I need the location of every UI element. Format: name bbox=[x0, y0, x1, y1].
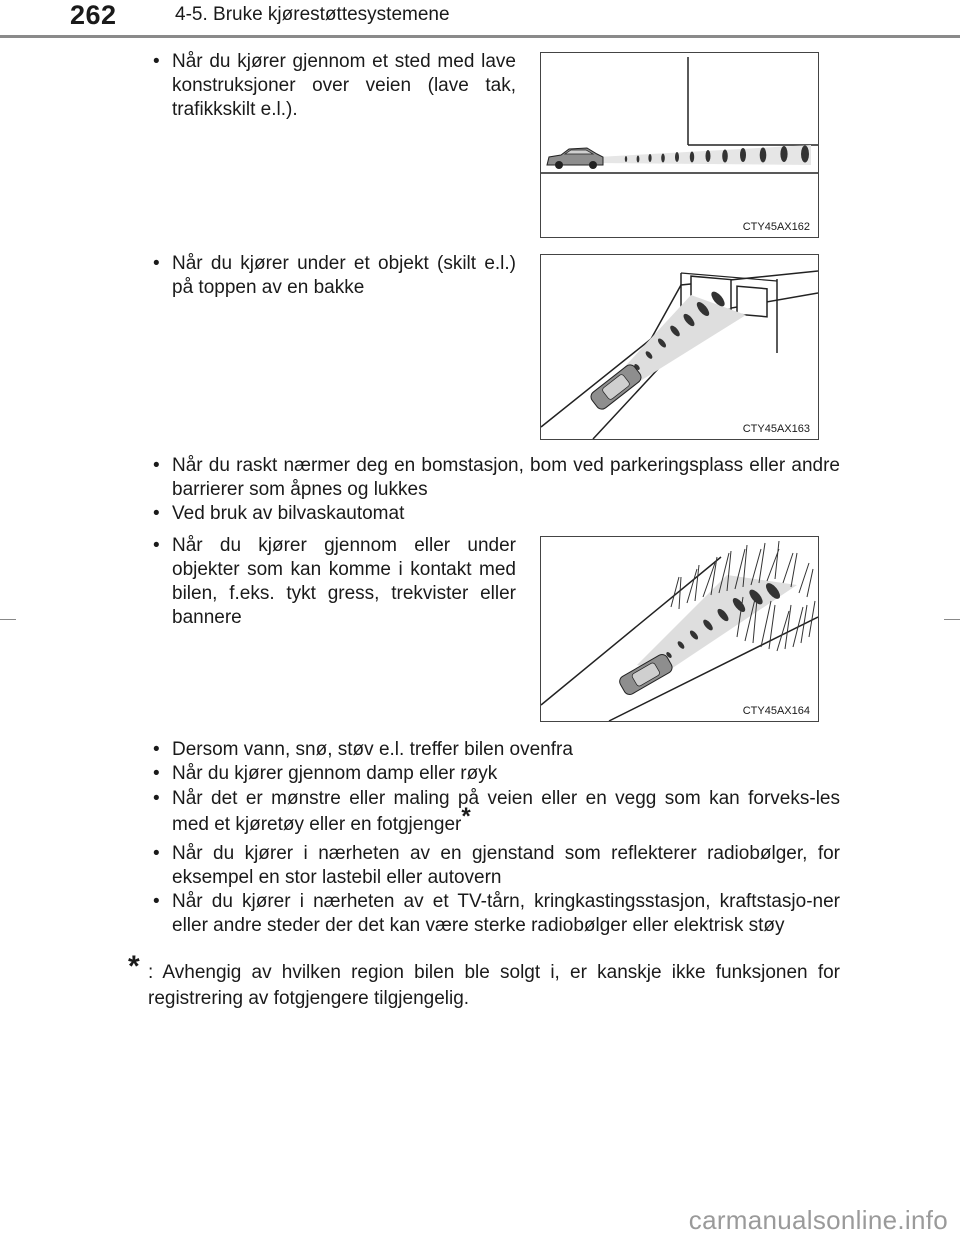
bullet-group-3 bbox=[150, 454, 840, 526]
bullet-toll-barrier: • Når du raskt nærmer deg en bomstasjon, bom ved parkeringsplass eller andre barrierer som åpnes og lukkes bbox=[150, 454, 840, 502]
bullet-water-snow: • Dersom vann, snø, støv e.l. treffer bilen ovenfra bbox=[150, 738, 840, 762]
bullet-radio-interference: • Når du kjører i nærheten av et TV-tårn, kringkastingsstasjon, kraftstasjo-ner eller andre steder der det kan være sterke radiobølger eller elektrisk støy bbox=[150, 890, 840, 938]
figure-hilltop-sign bbox=[540, 254, 819, 440]
figure-caption-2: CTY45AX163 bbox=[742, 423, 810, 435]
bullet-object-hilltop: • Når du kjører under et objekt (skilt e.l.) på toppen av en bakke bbox=[150, 252, 516, 300]
bullet-group-5 bbox=[150, 738, 840, 938]
figure-low-structure-drawing bbox=[541, 53, 818, 237]
footnote bbox=[128, 950, 840, 1012]
crop-mark-left bbox=[0, 619, 16, 620]
watermark: carmanualsonline.info bbox=[688, 1205, 948, 1235]
car-icon bbox=[547, 148, 603, 169]
figure-grass-drawing bbox=[541, 537, 818, 721]
section-title: 4-5. Bruke kjørestøttesystemene bbox=[175, 4, 450, 25]
footnote-mark: * bbox=[128, 950, 140, 983]
crop-mark-right bbox=[944, 619, 960, 620]
figure-caption-3: CTY45AX164 bbox=[742, 705, 810, 717]
bullet-group-4 bbox=[150, 534, 516, 630]
bullet-low-structures: • Når du kjører gjennom et sted med lave konstruksjoner over veien (lave tak, trafikkskilt e.l.). bbox=[150, 50, 516, 122]
bullet-grass-branches: • Når du kjører gjennom eller under objekter som kan komme i kontakt med bilen, f.eks. tykt gress, trekvister eller bannere bbox=[150, 534, 516, 630]
footnote-text: : Avhengig av hvilken region bilen ble solgt i, er kanskje ikke funksjonen for registrering av fotgjengere tilgjengelig. bbox=[148, 962, 840, 1009]
bullet-steam-smoke: • Når du kjører gjennom damp eller røyk bbox=[150, 762, 840, 786]
figure-low-structure bbox=[540, 52, 819, 238]
bullet-reflective-object: • Når du kjører i nærheten av en gjenstand som reflekterer radiobølger, for eksempel en stor lastebil eller autovern bbox=[150, 842, 840, 890]
bullet-group-2 bbox=[150, 252, 516, 300]
bullet-group-1 bbox=[150, 50, 516, 122]
figure-hilltop-drawing bbox=[541, 255, 818, 439]
car-icon bbox=[589, 362, 644, 411]
page-number: 262 bbox=[70, 0, 117, 30]
bullet-patterns-paint bbox=[150, 786, 840, 838]
footnote-reference: * bbox=[461, 803, 471, 830]
figure-caption-1: CTY45AX162 bbox=[742, 221, 810, 233]
bullet-patterns-text: Når det er mønstre eller maling på veien eller en vegg som kan forveks-les med et kjøretøy eller en fotgjenger bbox=[172, 788, 840, 835]
header-rule bbox=[0, 35, 960, 38]
figure-tall-grass bbox=[540, 536, 819, 722]
bullet-car-wash: • Ved bruk av bilvaskautomat bbox=[150, 502, 840, 526]
